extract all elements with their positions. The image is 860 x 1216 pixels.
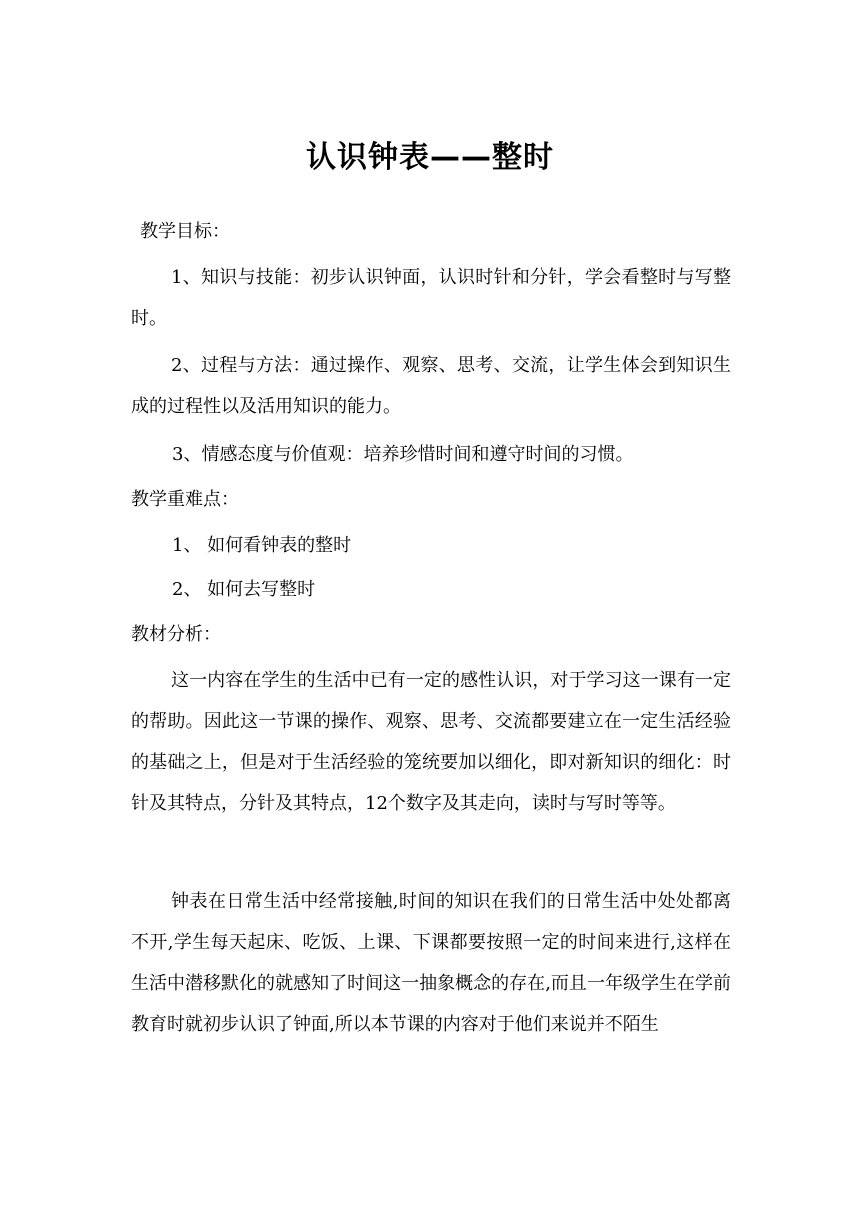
analysis-heading: 教材分析： (131, 624, 221, 645)
analysis-paragraph-2: 钟表在日常生活中经常接触,时间的知识在我们的日常生活中处处都离不开,学生每天起床、吃饭、上课、下课都要按照一定的时间来进行,这样在生活中潜移默化的就感知了时间这一抽象概念的存在,而且一年级学生在学前教育时就初步认识了钟面,所以本节课的内容对于他们来说并不陌生 (131, 891, 731, 1035)
key-point-item-2: 2、 如何去写整时 (172, 579, 316, 600)
objective-item-1: 1、知识与技能：初步认识钟面，认识时针和分针，学会看整时与写整时。 (131, 267, 731, 329)
document-title: 认识钟表——整时 (306, 140, 554, 175)
objective-item-2: 2、过程与方法：通过操作、观察、思考、交流，让学生体会到知识生成的过程性以及活用知识的能力。 (131, 355, 731, 417)
objectives-heading: 教学目标： (140, 221, 230, 242)
analysis-paragraph-1: 这一内容在学生的生活中已有一定的感性认识，对于学习这一课有一定的帮助。因此这一节课的操作、观察、思考、交流都要建立在一定生活经验的基础之上，但是对于生活经验的笼统要加以细化，即对新知识的细化：时针及其特点，分针及其特点，12个数字及其走向，读时与写时等等。 (131, 670, 731, 814)
key-points-heading: 教学重难点： (131, 489, 239, 510)
objective-item-3: 3、情感态度与价值观：培养珍惜时间和遵守时间的习惯。 (172, 444, 634, 465)
key-point-item-1: 1、 如何看钟表的整时 (172, 535, 352, 556)
